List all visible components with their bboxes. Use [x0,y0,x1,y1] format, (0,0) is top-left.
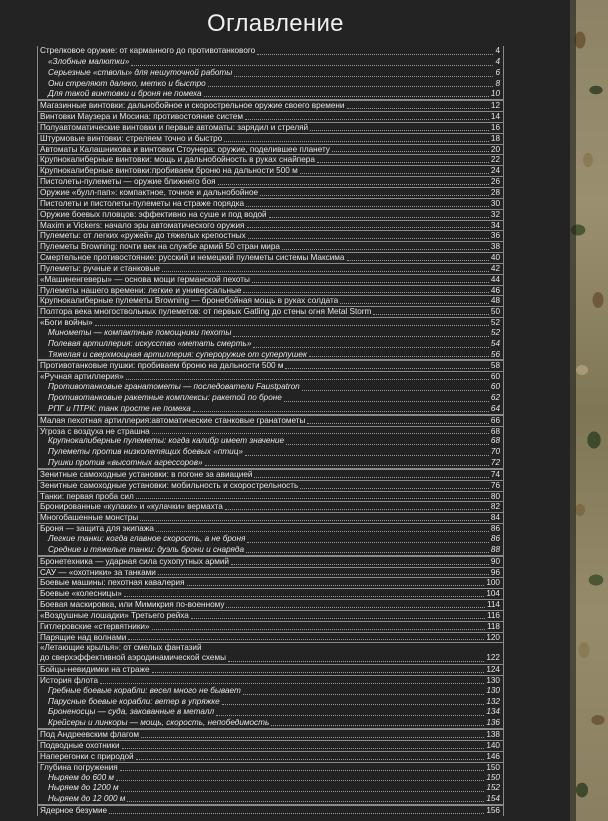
toc-entry-title: Ныряем до 1200 м [48,783,119,793]
dot-leader [100,683,484,684]
dot-leader [233,336,489,337]
toc-entry-title: Пулеметы нашего времени: легкие и универсальные [40,285,242,295]
toc-subentry [38,534,503,545]
toc-entry-title: Крупнокалиберные винтовки: мощь и дальнобойность в руках снайпера [40,155,315,165]
toc-subentry [38,382,503,393]
dot-leader [247,542,489,543]
toc-page-number: 156 [486,806,500,816]
dot-leader [140,520,489,521]
toc-page-number: 80 [490,491,500,501]
dot-leader [136,759,485,760]
toc-entry-title: Полуавтоматические винтовки и первые автоматы: зарядил и стреляй [40,122,309,132]
toc-entry [38,230,503,241]
toc-entry-title: Ядерное безумие [40,806,108,816]
toc-entry [38,317,503,328]
toc-page-number: 22 [490,155,500,165]
dot-leader [300,173,489,174]
dot-leader [234,76,493,77]
toc-page-number: 54 [490,338,500,348]
dot-leader [307,423,488,424]
toc-page-number: 32 [490,209,500,219]
toc-page-number: 82 [490,502,500,512]
toc-entry [38,469,503,480]
toc-page-number: 26 [490,177,500,187]
dot-leader [218,184,489,185]
dot-leader [152,433,489,434]
toc-page-number: 86 [490,524,500,534]
toc-entry [38,371,503,382]
toc-page-number: 74 [490,469,500,479]
dot-leader [162,271,489,272]
toc-entry [38,642,503,653]
toc-entry [38,46,503,57]
toc-page-number: 30 [490,198,500,208]
dot-leader [373,314,489,315]
toc-entry [38,154,503,165]
toc-subentry [38,68,503,79]
toc-page-number: 114 [486,600,500,610]
toc-entry [38,100,503,111]
toc-entry [38,577,503,588]
toc-entry [38,480,503,491]
toc-page-number: 100 [486,578,500,588]
toc-entry [38,632,503,643]
dot-leader [204,96,489,97]
toc-page-number: 116 [486,610,500,620]
toc-entry-title: Зенитные самоходные установки: в погоне за авиацией [40,469,253,479]
toc-subentry [38,404,503,415]
toc-entry-title: Броня — защита для экипажа [40,524,154,534]
toc-entry-title: Крупнокалиберные пулеметы: когда калибр имеет значение [48,436,285,446]
toc-entry [38,220,503,231]
dot-leader [131,65,493,66]
toc-entry-title: «Летающие крылья»: от смелых фантазий [40,643,202,653]
toc-entry [38,252,503,263]
toc-entry [38,805,503,816]
dot-leader [228,661,484,662]
dot-leader [248,238,489,239]
toc-page-number: 122 [486,653,500,663]
dot-leader [141,737,484,738]
toc-subentry [38,79,503,90]
toc-entry-title: Под Андреевским флагом [40,730,140,740]
toc-page-number: 134 [486,707,500,717]
toc-page-number: 140 [486,741,500,750]
toc-entry-title: Минометы — компактные помощники пехоты [48,327,232,337]
toc-entry [38,209,503,220]
dot-leader [285,368,488,369]
toc-entry-title: Боевые «колесницы» [40,589,122,599]
dot-leader [245,455,489,456]
toc-subentry [38,458,503,469]
toc-page-number: 38 [490,242,500,252]
toc-page-number: 90 [490,556,500,566]
dot-leader [347,108,489,109]
toc-entry [38,740,503,751]
toc-page-number: 52 [490,318,500,328]
toc-entry-title: Глубина погружения [40,762,118,772]
toc-entry-title: Подводные охотники [40,741,120,750]
toc-entry [38,556,503,567]
toc-entry-title: Винтовки Маузера и Мосина: противостояние систем [40,112,243,122]
toc-entry [38,567,503,578]
toc-page-number: 96 [490,567,500,577]
dot-leader [224,141,489,142]
toc-entry-title: Легкие танки: когда главное скорость, а не броня [48,533,246,543]
toc-entry [38,122,503,133]
toc-page-number: 154 [486,794,500,804]
toc-page-number: 88 [490,544,500,554]
toc-page-number: 28 [490,187,500,197]
toc-entry [38,588,503,599]
toc-page-number: 152 [486,783,500,793]
toc-subentry [38,339,503,350]
toc-subentry [38,447,503,458]
toc-subentry [38,773,503,784]
toc-entry-title: Пулеметы: ручные и станковые [40,263,160,273]
toc-entry-title: Малая пехотная артиллерия:автоматические станковые гранатометы [40,415,306,425]
toc-entry-title: Танки: первая проба сил [40,491,134,501]
toc-subentry [38,545,503,556]
toc-page-number: 52 [490,327,500,337]
toc-entry [38,360,503,371]
dot-leader [205,465,489,466]
toc-entry [38,111,503,122]
toc-entry-title: Смертельное противостояние: русский и немецкий пулеметы системы Максима [40,253,345,263]
dot-leader [243,292,488,293]
dot-leader [310,130,489,131]
toc-entry [38,729,503,740]
page-title: Оглавление [207,10,344,37]
toc-entry-title: Броненосцы — суда, закованные в металл [48,707,215,717]
toc-entry-title: Оружие «булл-пап»: компактное, точное и дальнобойное [40,187,259,197]
dot-leader [254,477,488,478]
toc-entry-title: «Машиненгеверы» — основа мощи германской пехоты [40,274,250,284]
toc-entry [38,263,503,274]
toc-page-number: 60 [490,382,500,392]
dot-leader [302,390,489,391]
dot-leader [156,531,489,532]
toc-entry [38,295,503,306]
toc-page-number: 42 [490,263,500,273]
toc-entry [38,415,503,426]
dot-leader [284,401,489,402]
toc-entry-title: Пушки против «высотных агрессоров» [48,458,203,468]
dot-leader [191,618,485,619]
toc-page-number: 50 [490,307,500,317]
camouflage-edge-strip [570,0,608,821]
dot-leader [127,801,484,802]
toc-page-number: 130 [486,675,500,685]
toc-entry [38,621,503,632]
toc-page-number: 44 [490,274,500,284]
dot-leader [271,725,484,726]
toc-page-number: 146 [486,751,500,761]
toc-page-number: 6 [495,67,500,77]
toc-page-number: 56 [490,349,500,359]
toc-page-number: 14 [490,112,500,122]
toc-entry-title: «Злобные малютки» [48,56,130,66]
toc-entry-title: Для такой винтовки и броня не помеха [48,89,202,99]
toc-entry-title: Пулеметы: от легких «ружей» до тяжелых крепостных [40,231,246,241]
toc-subentry [38,707,503,718]
toc-entry-title: САУ — «охотники» за танками [40,567,156,577]
toc-entry-title: Гитлеровские «стервятники» [40,621,150,631]
toc-entry-title: Полтора века многоствольных пулеметов: от первых Gatling до стены огня Metal Storm [40,307,372,317]
toc-page-number: 16 [490,122,500,132]
toc-entry-title: Они стреляют далеко, метко и быстро [48,78,206,88]
dot-leader [300,488,489,489]
toc-subentry [38,350,503,361]
toc-entry [38,198,503,209]
toc-entry [38,610,503,621]
table-of-contents [37,46,504,816]
dot-leader [158,574,489,575]
dot-leader [246,552,489,553]
toc-entry-title: Серьезные «стволы» для нешуточной работы [48,67,233,77]
dot-leader [260,195,489,196]
toc-page-number: 62 [490,393,500,402]
toc-entry [38,306,503,317]
toc-entry-title: История флота [40,675,99,685]
toc-entry-title: Наперегонки с природой [40,751,134,761]
dot-leader [286,444,489,445]
toc-subentry [38,686,503,697]
toc-entry-title: Бронетехника — ударная сила сухопутных армий [40,556,229,566]
toc-entry [38,762,503,773]
toc-entry-title: Крупнокалиберные пулеметы Browning — бронебойная мощь в руках солдата [40,296,339,306]
toc-subentry [38,436,503,447]
toc-entry-title: «Боги войны» [40,318,93,328]
dot-leader [282,249,489,250]
toc-page-number: 10 [490,89,500,99]
dot-leader [208,86,494,87]
toc-entry [38,144,503,155]
dot-leader [216,715,484,716]
toc-entry [38,675,503,686]
toc-subentry [38,794,503,805]
dot-leader [340,303,489,304]
toc-page-number: 24 [490,166,500,176]
toc-entry-title: Пистолеты и пистолеты-пулеметы на страже порядка [40,198,245,208]
toc-entry-title: Крейсеры и линкоры — мощь, скорость, непобедимость [48,718,270,728]
dot-leader [121,791,485,792]
toc-page-number: 18 [490,133,500,143]
dot-leader [128,639,484,640]
toc-entry-title: Многобашенные монстры [40,513,139,523]
toc-page-number: 36 [490,231,500,241]
toc-entry-title: «Воздушные лошадки» Третьего рейха [40,610,189,620]
toc-page-number: 124 [486,665,500,675]
toc-entry-title: РПГ и ПТРК: танк просте не помеха [48,403,191,413]
toc-entry-title: Угроза с воздуха не страшна [40,426,150,436]
dot-leader [252,282,489,283]
toc-page-number: 138 [486,730,500,740]
toc-entry-title: Пистолеты-пулеметы — оружие ближнего боя [40,177,216,187]
dot-leader [347,260,489,261]
toc-entry [38,501,503,512]
toc-entry-title: Средние и тяжелые танки: дуэль брони и снаряда [48,544,245,554]
toc-page-number: 86 [490,533,500,543]
toc-entry-title: Автоматы Калашникова и винтовки Стоунера: оружие, поделившее планету [40,144,330,154]
toc-entry-title: «Ручная артиллерия» [40,372,124,382]
toc-page-number: 48 [490,296,500,306]
dot-leader [247,227,489,228]
toc-page-number: 64 [490,403,500,413]
dot-leader [95,325,489,326]
toc-page-number: 68 [490,426,500,436]
dot-leader [246,206,489,207]
dot-leader [253,347,488,348]
toc-entry-title: Пулеметы против низколетящих боевых «птиц» [48,447,243,457]
toc-page-number: 46 [490,285,500,295]
toc-entry [38,285,503,296]
toc-page-number: 118 [486,621,500,631]
toc-entry [38,274,503,285]
dot-leader [126,379,489,380]
toc-page-number: 60 [490,372,500,382]
dot-leader [116,780,484,781]
toc-entry-title: Штурмовые винтовки: стреляем точно и быстро [40,133,223,143]
toc-entry-title: Тяжелая и сверхмощная артиллерия: супероружие от суперпушек [48,349,307,359]
toc-entry-title: Пулеметы Browning: почти век на службе армий 50 стран мира [40,242,280,252]
toc-entry [38,664,503,675]
dot-leader [136,498,489,499]
toc-entry [38,523,503,534]
toc-page-number: 4 [495,56,500,66]
toc-entry [38,187,503,198]
toc-page-number: 76 [490,480,500,490]
toc-subentry [38,697,503,708]
toc-entry [38,133,503,144]
toc-page-number: 40 [490,253,500,263]
toc-entry-title: Парусные боевые корабли: ветер в упряжке [48,696,220,706]
dot-leader [109,813,484,814]
dot-leader [152,629,485,630]
toc-subentry [38,57,503,68]
toc-entry [38,165,503,176]
toc-page-number: 136 [486,718,500,728]
toc-page-number: 150 [486,772,500,782]
dot-leader [269,217,489,218]
toc-subentry [38,89,503,100]
toc-entry-title: до сверхэффективной аэродинамической схемы [40,653,226,663]
toc-entry-title: Ныряем до 600 м [48,772,115,782]
toc-page-number: 20 [490,144,500,154]
toc-subentry [38,718,503,729]
toc-entry-title: Бронированные «кулаки» и «кулачки» вермахта [40,502,223,512]
toc-entry [38,491,503,502]
toc-page-number: 84 [490,513,500,523]
toc-page-number: 58 [490,361,500,371]
toc-page-number: 8 [495,78,500,88]
toc-entry-title: Парящие над волнами [40,632,127,642]
dot-leader [245,119,489,120]
dot-leader [317,162,489,163]
toc-entry-title: Maxim и Vickers: начало эры автоматического оружия [40,220,245,230]
dot-leader [309,356,489,357]
dot-leader [243,694,484,695]
dot-leader [257,54,493,55]
toc-entry-title: Полевая артиллерия: искусство «метать смерть» [48,338,252,348]
toc-entry-title: Боевая маскировка, или Мимикрия по-военному [40,600,225,610]
dot-leader [332,151,489,152]
toc-entry-title: Ныряем до 12 000 м [48,794,126,804]
toc-entry [38,599,503,610]
toc-subentry [38,393,503,404]
toc-entry-title: Магазинные винтовки: дальнобойное и скорострельное оружие своего времени [40,101,345,111]
toc-entry [38,653,503,664]
toc-entry [38,426,503,437]
dot-leader [226,607,484,608]
toc-entry-title: Стрелковое оружие: от карманного до противотанкового [40,46,256,55]
toc-subentry [38,328,503,339]
toc-page-number: 4 [495,46,500,55]
toc-page-number: 104 [486,589,500,599]
toc-entry-title: Оружие боевых пловцов: эффективно на суше и под водой [40,209,267,219]
dot-leader [222,704,485,705]
dot-leader [152,672,485,673]
toc-entry-title: Гребные боевые корабли: весел много не бывает [48,685,241,695]
toc-page-number: 72 [490,458,500,468]
toc-entry-title: Противотанковые гранатометы — последователи Faustpatron [48,382,300,392]
toc-entry [38,241,503,252]
toc-entry-title: Противотанковые ракетные комплексы: ракетой по броне [48,393,282,402]
toc-entry [38,176,503,187]
toc-entry-title: Зенитные самоходные установки: мобильность и скорострельность [40,480,299,490]
toc-page-number: 68 [490,436,500,446]
toc-page-number: 70 [490,447,500,457]
toc-entry-title: Противотанковые пушки: пробиваем броню на дальности 500 м [40,361,284,371]
toc-entry [38,751,503,762]
toc-page-number: 130 [486,685,500,695]
toc-entry [38,512,503,523]
dot-leader [187,585,485,586]
toc-page-number: 132 [486,696,500,706]
dot-leader [122,748,485,749]
dot-leader [231,564,489,565]
toc-page-number: 34 [490,220,500,230]
toc-page-number: 12 [490,101,500,111]
toc-entry-title: Боевые машины: пехотная кавалерия [40,578,185,588]
dot-leader [124,596,485,597]
toc-page-number: 66 [490,415,500,425]
dot-leader [225,509,489,510]
toc-page-number: 150 [486,762,500,772]
toc-entry-title: Крупнокалиберные винтовки:пробиваем броню на дальности 500 м [40,166,298,176]
dot-leader [120,770,485,771]
toc-page-number: 120 [486,632,500,642]
dot-leader [193,411,489,412]
toc-subentry [38,783,503,794]
toc-entry-title: Бойцы-невидимки на страже [40,665,150,675]
